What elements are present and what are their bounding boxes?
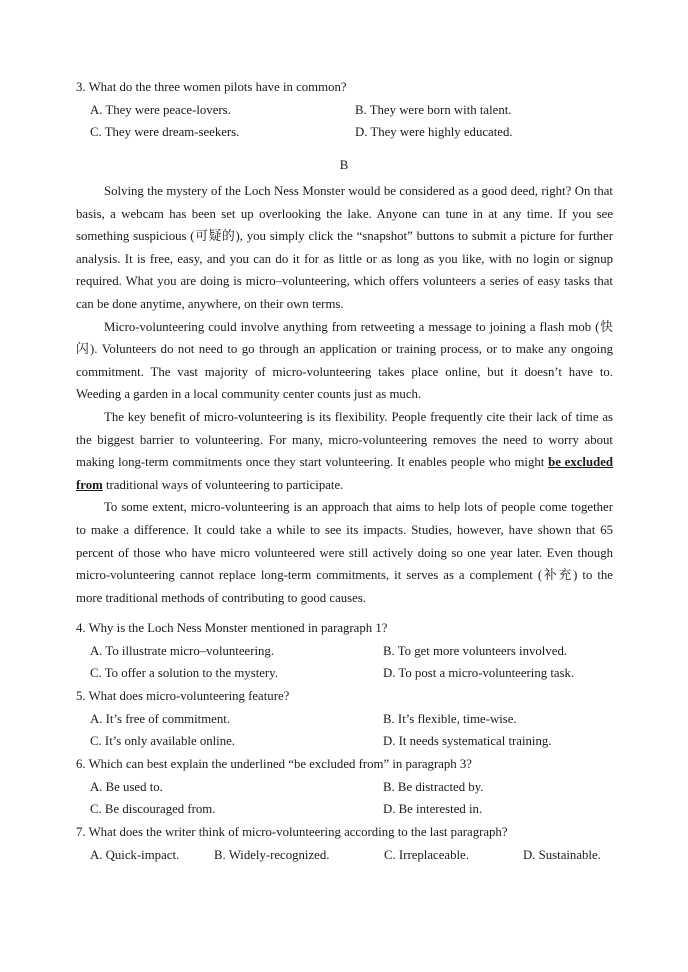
underlined-phrase: be excluded from xyxy=(76,455,614,492)
question-4-option-c: C. To offer a solution to the mystery. xyxy=(90,666,278,680)
paragraph-3-text-before: The key benefit of micro-volunteering is its flexibility. People frequently cite their lack of time as the biggest barrier to volunteering. For many, micro-volunteering removes the need to worry about making long-term commitments once they start volunteering. It enables people who might xyxy=(76,409,613,470)
question-3-option-d: D. They were highly educated. xyxy=(355,125,513,139)
question-6-option-c: C. Be discouraged from. xyxy=(90,802,216,816)
question-5-option-a: A. It’s free of commitment. xyxy=(90,712,231,726)
question-4-option-a: A. To illustrate micro–volunteering. xyxy=(90,644,275,658)
question-5-option-b: B. It’s flexible, time-wise. xyxy=(383,712,517,726)
section-label: B xyxy=(339,158,349,172)
question-6-option-b: B. Be distracted by. xyxy=(383,780,484,794)
question-6-option-d: D. Be interested in. xyxy=(383,802,483,816)
question-6-stem: 6. Which can best explain the underlined “be excluded from” in paragraph 3? xyxy=(76,757,472,771)
question-3-stem: 3. What do the three women pilots have in common? xyxy=(76,80,347,94)
question-7-option-c: C. Irreplaceable. xyxy=(384,848,469,862)
question-3-option-a: A. They were peace-lovers. xyxy=(90,103,231,117)
question-4-stem: 4. Why is the Loch Ness Monster mentioned in paragraph 1? xyxy=(76,621,388,635)
question-5-stem: 5. What does micro-volunteering feature? xyxy=(76,689,290,703)
question-7-stem: 7. What does the writer think of micro-volunteering according to the last paragraph? xyxy=(76,825,508,839)
question-4-option-d: D. To post a micro-volunteering task. xyxy=(383,666,575,680)
passage-paragraph-3 xyxy=(76,406,613,496)
passage-paragraph-1: Solving the mystery of the Loch Ness Monster would be considered as a good deed, right? On that basis, a webcam has been set up overlooking the lake. Anyone can tune in at any time. If you see something suspicious (可疑的), you simply click the “snapshot” buttons to submit a picture for further analysis. It is free, easy, and you can do it for as little or as long as you like, with no login or signup required. What you are doing is micro–volunteering, which offers volunteers a series of easy tasks that can be done anytime, anywhere, on their own terms. xyxy=(76,184,613,311)
question-3-option-c: C. They were dream-seekers. xyxy=(90,125,240,139)
question-4-option-b: B. To get more volunteers involved. xyxy=(383,644,568,658)
passage-paragraph-2: Micro-volunteering could involve anything from retweeting a message to joining a flash mob (快闪). Volunteers do not need to go through an application or training process, or to make any ongoing commitment. The vast majority of micro-volunteering takes place online, but it doesn’t have to. Weeding a garden in a local community center counts just as much. xyxy=(76,319,613,402)
passage-paragraph-4: To some extent, micro-volunteering is an approach that aims to help lots of people come together to make a difference. It could take a while to see its impacts. Studies, however, have shown that 65 percent of those who have micro volunteered were still actively doing so one year later. Even though micro-volunteering cannot replace long-term commitments, it serves as a complement (补充) to the more traditional methods of contributing to good causes. xyxy=(76,500,613,605)
question-5-option-d: D. It needs systematical training. xyxy=(383,734,552,748)
question-6-option-a: A. Be used to. xyxy=(90,780,163,794)
question-3-option-b: B. They were born with talent. xyxy=(355,103,512,117)
question-5-option-c: C. It’s only available online. xyxy=(90,734,236,748)
question-7-option-d: D. Sustainable. xyxy=(523,848,601,862)
paragraph-3-text-after: traditional ways of volunteering to participate. xyxy=(102,477,344,492)
passage xyxy=(76,180,613,609)
question-7-option-a: A. Quick-impact. xyxy=(90,848,180,862)
question-7-option-b: B. Widely-recognized. xyxy=(214,848,330,862)
